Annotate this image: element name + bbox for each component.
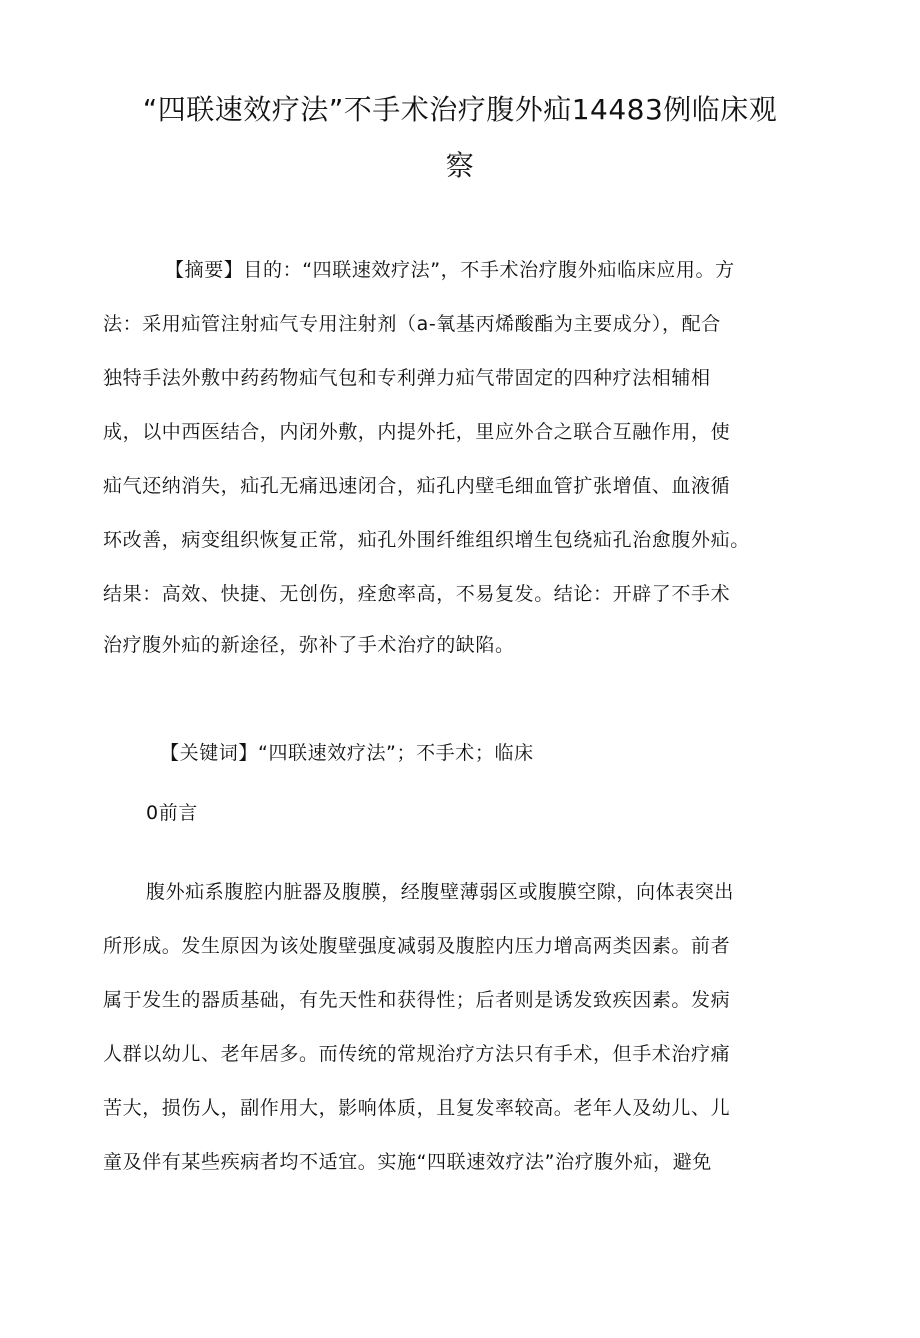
document-title-line-2: 察 [445, 149, 475, 182]
abstract-line: 法：采用疝管注射疝气专用注射剂（a-氧基丙烯酸酯为主要成分），配合 [103, 313, 721, 335]
body-line: 苦大，损伤人，副作用大，影响体质，且复发率较高。老年人及幼儿、儿 [103, 1097, 731, 1119]
abstract-line: 成，以中西医结合，内闭外敷，内提外托，里应外合之联合互融作用，使 [103, 421, 731, 443]
body-line: 属于发生的器质基础，有先天性和获得性；后者则是诱发致疾因素。发病 [103, 989, 731, 1011]
abstract-line: 结果：高效、快捷、无创伤，痊愈率高，不易复发。结论：开辟了不手术 [103, 583, 731, 605]
section-heading: 0前言 [146, 802, 198, 824]
keywords: 【关键词】“四联速效疗法”；不手术；临床 [160, 742, 534, 764]
body-line: 童及伴有某些疾病者均不适宜。实施“四联速效疗法”治疗腹外疝，避免 [103, 1151, 712, 1173]
abstract-line: 治疗腹外疝的新途径，弥补了手术治疗的缺陷。 [103, 634, 515, 656]
body-line: 人群以幼儿、老年居多。而传统的常规治疗方法只有手术，但手术治疗痛 [103, 1043, 731, 1065]
body-line: 所形成。发生原因为该处腹壁强度减弱及腹腔内压力增高两类因素。前者 [103, 935, 731, 957]
abstract-line: 环改善，病变组织恢复正常，疝孔外围纤维组织增生包绕疝孔治愈腹外疝。 [103, 529, 750, 551]
abstract-line: 疝气还纳消失，疝孔无痛迅速闭合，疝孔内壁毛细血管扩张增值、血液循 [103, 475, 731, 497]
abstract-line: 【摘要】目的：“四联速效疗法”，不手术治疗腹外疝临床应用。方 [165, 259, 735, 281]
document-title-line-1: “四联速效疗法”不手术治疗腹外疝14483例临床观 [142, 93, 778, 126]
abstract-line: 独特手法外敷中药药物疝气包和专利弹力疝气带固定的四种疗法相辅相 [103, 367, 711, 389]
body-line: 腹外疝系腹腔内脏器及腹膜，经腹壁薄弱区或腹膜空隙，向体表突出 [146, 881, 735, 903]
